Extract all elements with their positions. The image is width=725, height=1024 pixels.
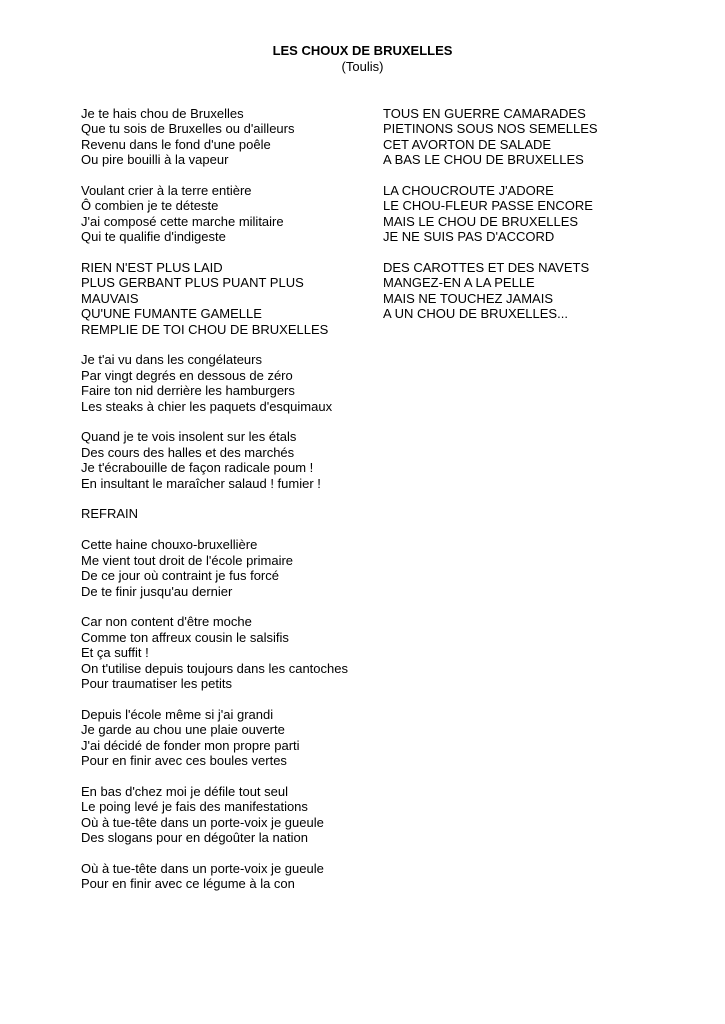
lyric-line: MANGEZ-EN A LA PELLE: [383, 275, 535, 291]
stanza: [81, 183, 361, 245]
lyric-line: A BAS LE CHOU DE BRUXELLES: [383, 152, 584, 168]
lyric-line: PLUS GERBANT PLUS PUANT PLUS MAUVAIS: [81, 275, 304, 306]
lyric-line: Les steaks à chier les paquets d'esquimaux: [81, 398, 333, 414]
lyric-line: DES CAROTTES ET DES NAVETS: [383, 260, 590, 276]
lyric-line: Des slogans pour en dégoûter la nation: [81, 829, 308, 845]
lyric-line: Pour en finir avec ces boules vertes: [81, 752, 287, 768]
lyric-line: Qui te qualifie d'indigeste: [81, 229, 226, 245]
stanza: [81, 707, 361, 769]
lyric-line: J'ai décidé de fonder mon propre parti: [81, 737, 300, 753]
lyric-line: MAIS NE TOUCHEZ JAMAIS: [383, 290, 553, 306]
stanza: [81, 614, 361, 691]
lyric-line: Je garde au chou une plaie ouverte: [81, 722, 285, 738]
lyric-line: Ou pire bouilli à la vapeur: [81, 152, 229, 168]
lyric-line: Et ça suffit !: [81, 645, 149, 661]
lyric-line: Comme ton affreux cousin le salsifis: [81, 629, 289, 645]
lyric-line: Voulant crier à la terre entière: [81, 183, 252, 199]
lyric-line: Me vient tout droit de l'école primaire: [81, 552, 294, 568]
lyric-line: A UN CHOU DE BRUXELLES...: [383, 306, 568, 322]
lyric-line: Où à tue-tête dans un porte-voix je gueule: [81, 860, 324, 876]
lyric-line: Je t'ai vu dans les congélateurs: [81, 352, 262, 368]
lyric-line: Je t'écrabouille de façon radicale poum !: [81, 460, 314, 476]
lyric-line: Des cours des halles et des marchés: [81, 444, 295, 460]
lyric-line: En insultant le maraîcher salaud ! fumier !: [81, 475, 321, 491]
song-author: (Toulis): [341, 59, 384, 74]
lyric-line: Depuis l'école même si j'ai grandi: [81, 706, 274, 722]
lyric-line: RIEN N'EST PLUS LAID: [81, 260, 223, 276]
chorus-stanza: [383, 260, 713, 322]
lyric-line: Pour en finir avec ce légume à la con: [81, 876, 295, 892]
lyric-line: En bas d'chez moi je défile tout seul: [81, 783, 288, 799]
refrain-marker: [81, 506, 361, 521]
lyric-line: De te finir jusqu'au dernier: [81, 583, 233, 599]
lyric-line: LE CHOU-FLEUR PASSE ENCORE: [383, 198, 593, 214]
lyric-line: JE NE SUIS PAS D'ACCORD: [383, 229, 555, 245]
lyric-line: Quand je te vois insolent sur les étals: [81, 429, 297, 445]
lyric-line: TOUS EN GUERRE CAMARADES: [383, 106, 586, 121]
lyric-line: LA CHOUCROUTE J'ADORE: [383, 183, 554, 199]
stanza: [81, 106, 361, 168]
lyric-line: Le poing levé je fais des manifestations: [81, 799, 308, 815]
chorus-stanza: [383, 106, 713, 168]
lyric-line: Je te hais chou de Bruxelles: [81, 106, 244, 121]
lyric-line: Revenu dans le fond d'une poêle: [81, 136, 271, 152]
lyric-line: REMPLIE DE TOI CHOU DE BRUXELLES: [81, 321, 329, 337]
lyric-line: Car non content d'être moche: [81, 614, 252, 630]
lyric-line: Ô combien je te déteste: [81, 198, 219, 214]
lyric-line: De ce jour où contraint je fus forcé: [81, 568, 279, 584]
lyric-line: On t'utilise depuis toujours dans les cantoches: [81, 660, 348, 676]
lyric-line: Où à tue-tête dans un porte-voix je gueule: [81, 814, 324, 830]
stanza: [81, 537, 361, 599]
lyric-line: REFRAIN: [81, 506, 139, 522]
stanza: [81, 352, 361, 414]
right-column: [383, 106, 713, 337]
lyric-line: CET AVORTON DE SALADE: [383, 136, 552, 152]
stanza: [81, 861, 361, 892]
lyric-line: Que tu sois de Bruxelles ou d'ailleurs: [81, 121, 295, 137]
left-column: [81, 106, 361, 907]
lyric-line: MAIS LE CHOU DE BRUXELLES: [383, 213, 579, 229]
lyric-line: Cette haine chouxo-bruxellière: [81, 537, 258, 553]
stanza: [81, 429, 361, 491]
lyric-line: QU'UNE FUMANTE GAMELLE: [81, 306, 262, 322]
stanza: [81, 784, 361, 846]
lyric-line: J'ai composé cette marche militaire: [81, 213, 284, 229]
chorus-stanza: [81, 260, 361, 337]
lyric-line: Pour traumatiser les petits: [81, 675, 233, 691]
lyric-line: Par vingt degrés en dessous de zéro: [81, 367, 293, 383]
song-title: LES CHOUX DE BRUXELLES: [272, 43, 453, 58]
lyric-line: PIETINONS SOUS NOS SEMELLES: [383, 121, 598, 137]
chorus-stanza: [383, 183, 713, 245]
lyric-line: Faire ton nid derrière les hamburgers: [81, 383, 295, 399]
